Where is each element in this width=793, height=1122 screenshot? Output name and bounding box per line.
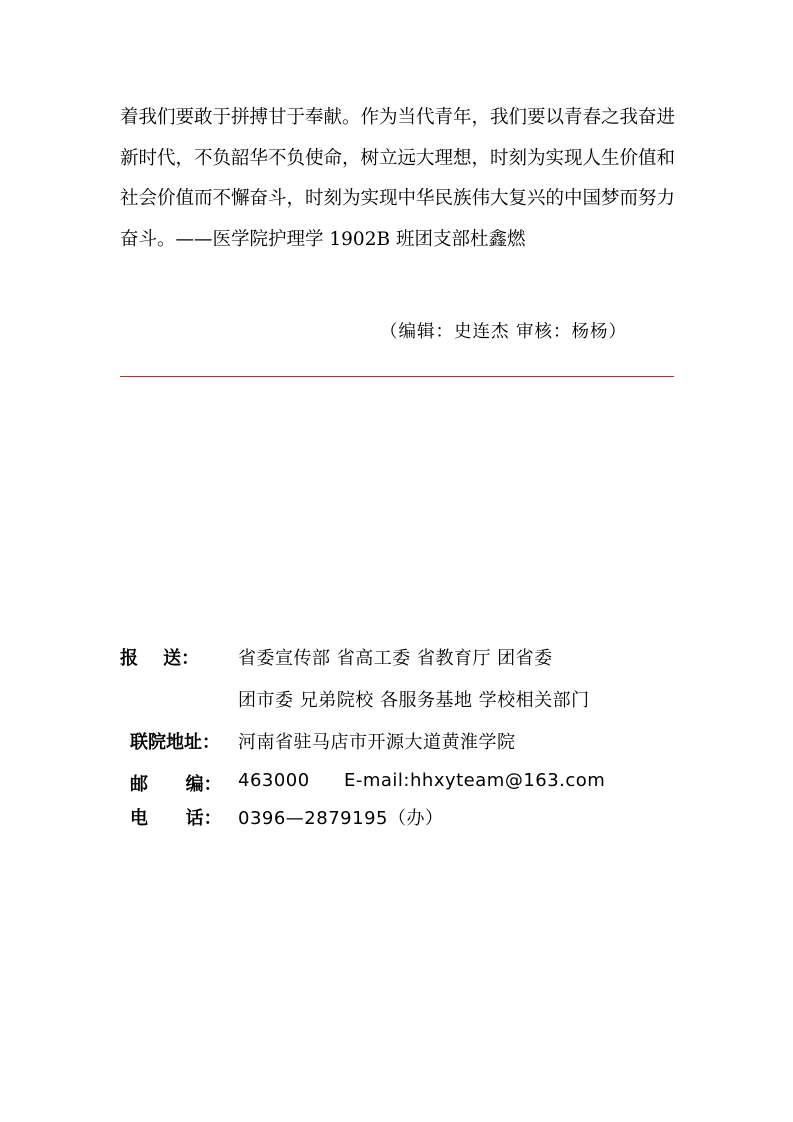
paragraph-line: 着我们要敢于拼搏甘于奉献。作为当代青年，我们要以青春之我奋进 [120,107,676,128]
red-divider [120,376,674,377]
editor-note: （编辑：史连杰 审核：杨杨） [380,322,628,342]
phone-label: 电 话： [130,808,222,829]
postcode-value: 463000 [238,770,310,791]
send-to-line1: 省委宣传部 省高工委 省教育厅 团省委 [238,648,553,669]
email-value: E-mail:hhxyteam@163.com [344,770,606,791]
address-value: 河南省驻马店市开源大道黄淮学院 [238,732,516,753]
phone-value: 0396—2879195（办） [238,808,444,829]
postcode-label: 邮 编： [130,774,222,795]
send-to-line2: 团市委 兄弟院校 各服务基地 学校相关部门 [238,690,590,711]
article-paragraph [120,98,680,260]
paragraph-line: 奋斗。——医学院护理学 1902B 班团支部杜鑫燃 [120,228,526,250]
address-label: 联院地址： [130,732,220,753]
send-to-label: 报 送： [120,648,200,669]
paragraph-line: 新时代，不负韶华不负使命，树立远大理想，时刻为实现人生价值和 [120,147,676,169]
paragraph-line: 社会价值而不懈奋斗，时刻为实现中华民族伟大复兴的中国梦而努力 [120,188,676,209]
